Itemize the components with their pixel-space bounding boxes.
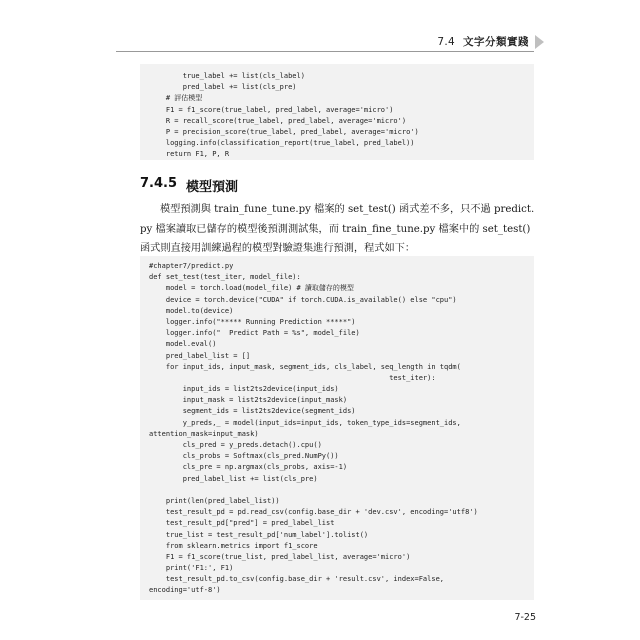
header-rule xyxy=(116,51,534,52)
code-line: def set_test(test_iter, model_file): xyxy=(149,273,301,282)
section-title: 模型預測 xyxy=(186,180,239,195)
code-line: P = precision_score(true_label, pred_label, average='micro') xyxy=(149,127,419,136)
code-line: from sklearn.metrics import f1_score xyxy=(149,541,318,550)
code-line: F1 = f1_score(true_list, pred_label_list, average='micro') xyxy=(149,552,411,561)
code-line: input_mask = list2ts2device(input_mask) xyxy=(149,396,348,405)
code-line: model.eval() xyxy=(149,340,217,349)
page-number: 7-25 xyxy=(514,612,536,623)
code-line: cls_pred = y_preds.detach().cpu() xyxy=(149,441,322,449)
code-line: logging.info(classification_report(true_label, pred_label)) xyxy=(149,139,415,148)
code-line: logger.info("***** Running Prediction *****") xyxy=(149,317,356,326)
triangle-marker-icon xyxy=(535,35,544,49)
code-line: true_label += list(cls_label) xyxy=(149,72,305,80)
code-line: return F1, P, R xyxy=(149,150,230,159)
code-line xyxy=(149,485,528,496)
code-line: model.to(device) xyxy=(149,306,234,315)
section-number: 7.4.5 xyxy=(140,176,178,191)
code-line: cls_pre = np.argmax(cls_probs, axis=-1) xyxy=(149,463,348,472)
code-line: pred_label_list = [] xyxy=(149,351,251,360)
code-block-evaluation xyxy=(140,64,534,160)
code-line: true_list = test_result_pd['num_label'].tolist() xyxy=(149,530,369,539)
code-line: cls_probs = Softmax(cls_pred.NumPy()) xyxy=(149,452,339,461)
code-line: test_result_pd["pred"] = pred_label_list xyxy=(149,519,335,528)
code-line: # 評估模型 xyxy=(149,94,203,103)
code-line: logger.info(" Predict Path = %s", model_file) xyxy=(149,329,360,338)
code-line: segment_ids = list2ts2device(segment_ids) xyxy=(149,407,356,416)
code-line: model = torch.load(model_file) # 讀取儲存的模型 xyxy=(149,284,354,293)
header-section-number: 7.4 xyxy=(437,35,455,48)
code-line: for input_ids, input_mask, segment_ids, cls_label, seq_length in tqdm( xyxy=(149,362,461,371)
code-line: device = torch.device("CUDA" if torch.CUDA.is_available() else "cpu") xyxy=(149,295,457,304)
paragraph-line: py 檔案讀取已儲存的模型後預測測試集，而 train_fine_tune.py 檔案中的 set_test() xyxy=(140,223,531,235)
code-line: R = recall_score(true_label, pred_label, average='micro') xyxy=(149,116,407,125)
code-line: test_iter): xyxy=(149,373,436,382)
code-line: test_result_pd = pd.read_csv(config.base_dir + 'dev.csv', encoding='utf8') xyxy=(149,508,478,517)
code-line: #chapter7/predict.py xyxy=(149,262,234,270)
paragraph-line: 模型預測與 train_fune_tune.py 檔案的 set_test() 函式差不多，只不過 predict. xyxy=(160,204,535,215)
code-line: input_ids = list2ts2device(input_ids) xyxy=(149,385,339,394)
paragraph-line: 函式則直接用訓練過程的模型對驗證集進行預測，程式如下： xyxy=(140,243,416,254)
code-line: encoding='utf-8') xyxy=(149,586,221,595)
header-section-title: 文字分類實踐 xyxy=(463,36,529,48)
running-header xyxy=(437,34,544,49)
code-line: pred_label += list(cls_pre) xyxy=(149,83,297,92)
body-paragraph xyxy=(140,200,534,259)
code-line: y_preds,_ = model(input_ids=input_ids, token_type_ids=segment_ids, xyxy=(149,418,461,427)
section-heading xyxy=(140,176,238,195)
code-block-predict xyxy=(140,256,534,600)
code-line: attention_mask=input_mask) xyxy=(149,429,259,438)
code-line: pred_label_list += list(cls_pre) xyxy=(149,474,318,483)
code-line: test_result_pd.to_csv(config.base_dir + 'result.csv', index=False, xyxy=(149,575,445,584)
code-line: print(len(pred_label_list)) xyxy=(149,496,280,505)
code-line: F1 = f1_score(true_label, pred_label, average='micro') xyxy=(149,105,394,114)
code-line: print('F1:', F1) xyxy=(149,564,234,573)
